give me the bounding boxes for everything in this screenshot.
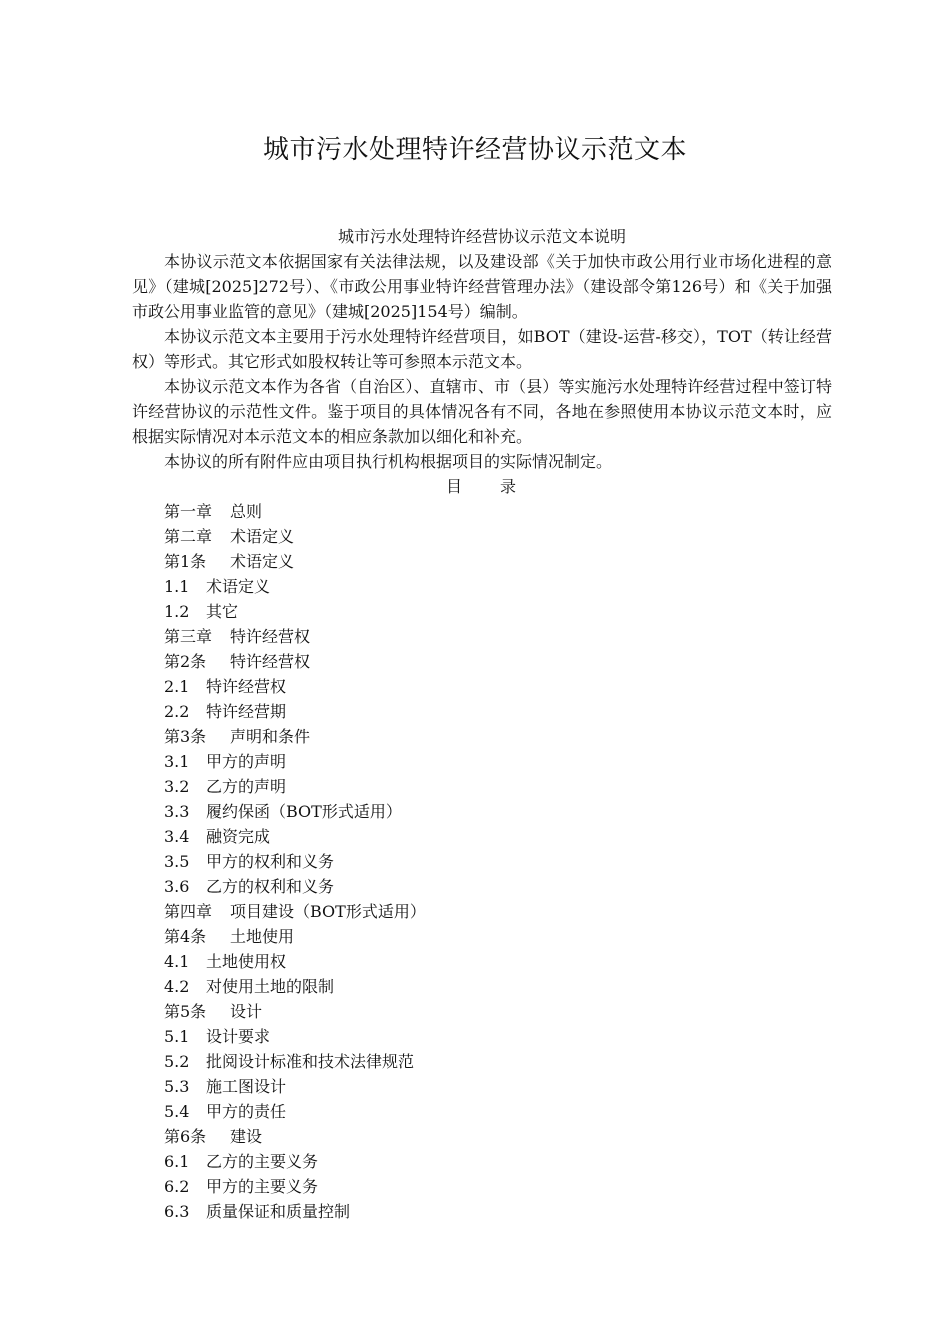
toc-entry-title: 质量保证和质量控制 xyxy=(206,1202,351,1221)
toc-entry xyxy=(164,699,832,724)
toc-entry-number: 第三章 xyxy=(164,627,213,646)
toc-entry-number: 3.1 xyxy=(164,752,190,771)
toc-entry-number: 第2条 xyxy=(164,652,207,671)
toc-entry-title: 特许经营权 xyxy=(230,652,311,671)
intro-paragraph-3: 本协议示范文本作为各省（自治区）、直辖市、市（县）等实施污水处理特许经营过程中签订特许经营协议的示范性文件。鉴于项目的具体情况各有不同，各地在参照使用本协议示范文本时，应根据实际情况对本示范文本的相应条款加以细化和补充。 xyxy=(132,377,832,446)
toc-entry xyxy=(164,799,832,824)
toc-entry-title: 土地使用权 xyxy=(206,952,287,971)
toc-entry xyxy=(164,1199,832,1224)
toc-entry xyxy=(164,874,832,899)
toc-entry xyxy=(164,949,832,974)
toc-entry-number: 第3条 xyxy=(164,727,207,746)
toc-entry-title: 甲方的责任 xyxy=(206,1102,287,1121)
toc-entry-title: 对使用土地的限制 xyxy=(206,977,335,996)
toc-entry-title: 甲方的主要义务 xyxy=(206,1177,319,1196)
toc-entry-number: 1.2 xyxy=(164,602,190,621)
toc-entry-number: 6.2 xyxy=(164,1177,190,1196)
toc-entry-title: 甲方的权利和义务 xyxy=(206,852,335,871)
toc-entry-title: 设计要求 xyxy=(206,1027,271,1046)
toc-entry xyxy=(164,899,832,924)
toc-entry-number: 3.3 xyxy=(164,802,190,821)
document-subtitle: 城市污水处理特许经营协议示范文本说明 xyxy=(337,227,626,246)
toc-entry-number: 5.1 xyxy=(164,1027,190,1046)
toc-entry-number: 第四章 xyxy=(164,902,213,921)
intro-paragraph-2: 本协议示范文本主要用于污水处理特许经营项目，如BOT（建设-运营-移交），TOT（转让经营权）等形式。其它形式如股权转让等可参照本示范文本。 xyxy=(132,327,832,371)
toc-entry-title: 特许经营权 xyxy=(230,627,311,646)
toc-entry-title: 术语定义 xyxy=(206,577,271,596)
table-of-contents xyxy=(132,499,832,1224)
toc-entry xyxy=(164,524,832,549)
toc-entry-title: 声明和条件 xyxy=(230,727,311,746)
toc-entry-number: 3.4 xyxy=(164,827,190,846)
toc-entry-number: 5.4 xyxy=(164,1102,190,1121)
toc-entry xyxy=(164,924,832,949)
toc-entry-title: 设计 xyxy=(230,1002,263,1021)
toc-entry-number: 第二章 xyxy=(164,527,213,546)
toc-entry-title: 总则 xyxy=(230,502,263,521)
toc-entry xyxy=(164,749,832,774)
toc-entry xyxy=(164,1024,832,1049)
toc-entry-title: 建设 xyxy=(230,1127,263,1146)
toc-entry-number: 第6条 xyxy=(164,1127,207,1146)
toc-entry-number: 3.6 xyxy=(164,877,190,896)
toc-entry-title: 术语定义 xyxy=(230,527,295,546)
toc-entry xyxy=(164,1049,832,1074)
toc-entry-title: 融资完成 xyxy=(206,827,271,846)
toc-entry xyxy=(164,649,832,674)
toc-entry-number: 1.1 xyxy=(164,577,190,596)
toc-entry xyxy=(164,849,832,874)
toc-entry-title: 其它 xyxy=(206,602,239,621)
toc-entry xyxy=(164,1074,832,1099)
toc-entry xyxy=(164,1099,832,1124)
toc-entry-title: 履约保函（BOT形式适用） xyxy=(206,802,402,821)
toc-entry-number: 第5条 xyxy=(164,1002,207,1021)
toc-heading-right: 录 xyxy=(500,477,519,496)
toc-heading-left: 目 xyxy=(445,477,464,496)
toc-entry-number: 4.2 xyxy=(164,977,190,996)
toc-entry xyxy=(164,724,832,749)
toc-entry xyxy=(164,674,832,699)
toc-entry-title: 术语定义 xyxy=(230,552,295,571)
toc-entry xyxy=(164,1124,832,1149)
toc-entry xyxy=(164,574,832,599)
toc-entry xyxy=(164,974,832,999)
toc-entry-title: 特许经营权 xyxy=(206,677,287,696)
toc-entry xyxy=(164,599,832,624)
toc-entry xyxy=(164,499,832,524)
toc-entry-number: 6.1 xyxy=(164,1152,190,1171)
toc-entry xyxy=(164,999,832,1024)
document-body xyxy=(132,224,832,1224)
intro-paragraph-1: 本协议示范文本依据国家有关法律法规，以及建设部《关于加快市政公用行业市场化进程的意见》（建城[2025]272号）、《市政公用事业特许经营管理办法》（建设部令第126号）和《关于加强市政公用事业监管的意见》（建城[2025]154号）编制。 xyxy=(132,252,832,321)
toc-entry xyxy=(164,624,832,649)
toc-entry-number: 3.2 xyxy=(164,777,190,796)
toc-entry-number: 第1条 xyxy=(164,552,207,571)
toc-heading xyxy=(132,474,832,499)
toc-entry-title: 项目建设（BOT形式适用） xyxy=(230,902,426,921)
intro-paragraph-4: 本协议的所有附件应由项目执行机构根据项目的实际情况制定。 xyxy=(164,452,613,471)
toc-entry-number: 2.2 xyxy=(164,702,190,721)
toc-entry-number: 5.2 xyxy=(164,1052,190,1071)
toc-entry xyxy=(164,824,832,849)
toc-entry xyxy=(164,1174,832,1199)
toc-entry-number: 2.1 xyxy=(164,677,190,696)
toc-entry-title: 乙方的权利和义务 xyxy=(206,877,335,896)
toc-entry xyxy=(164,549,832,574)
toc-entry-title: 土地使用 xyxy=(230,927,295,946)
toc-entry xyxy=(164,774,832,799)
toc-entry-title: 特许经营期 xyxy=(206,702,287,721)
toc-entry-number: 5.3 xyxy=(164,1077,190,1096)
toc-entry-number: 6.3 xyxy=(164,1202,190,1221)
toc-entry-title: 乙方的主要义务 xyxy=(206,1152,319,1171)
toc-entry-number: 4.1 xyxy=(164,952,190,971)
document-title: 城市污水处理特许经营协议示范文本 xyxy=(262,135,687,165)
toc-entry-number: 第4条 xyxy=(164,927,207,946)
toc-entry-number: 第一章 xyxy=(164,502,213,521)
toc-entry xyxy=(164,1149,832,1174)
toc-entry-title: 乙方的声明 xyxy=(206,777,287,796)
toc-entry-title: 甲方的声明 xyxy=(206,752,287,771)
toc-entry-title: 批阅设计标准和技术法律规范 xyxy=(206,1052,415,1071)
toc-entry-number: 3.5 xyxy=(164,852,190,871)
toc-entry-title: 施工图设计 xyxy=(206,1077,287,1096)
